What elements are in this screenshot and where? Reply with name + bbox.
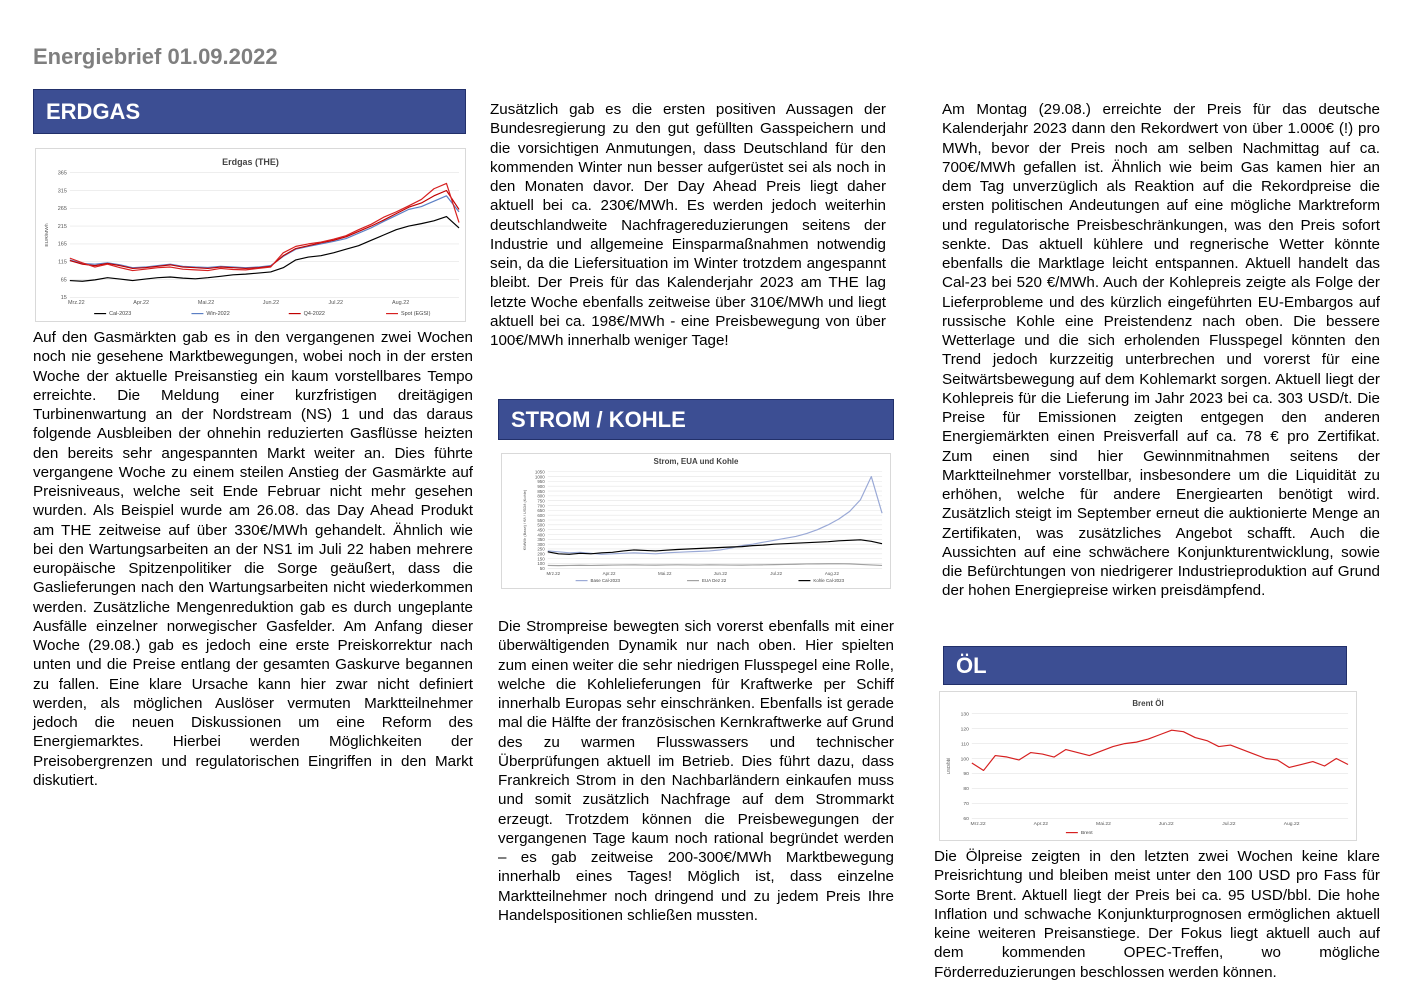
chart-erdgas [35,148,466,322]
y-tick-label: 265 [57,206,67,213]
text-erdgas-intro: Auf den Gasmärkten gab es in den vergangenen zwei Wochen noch nie gesehene Marktbewegungen, wobei noch in der ersten Woche der aktuelle Preisanstieg ein kaum vorstellbares Tempo erreichte. Die Meldung einer kurzfristigen dreitägigen Turbinenwartung an der Nordstream (NS) 1 und das daraus folgende Ausbleiben der ohnehin reduzierten Gasflüsse heizten den bereits sehr angespannten Markt weiter an. Dies führte vergangene Woche zu einem steilen Anstieg der Gasmärkte auf Preisniveaus, welche seit Ende Februar nicht mehr gesehen wurden. Als Beispiel wurde am 26.08. das Day Ahead Produkt am THE zeitweise auf über 330€/MWh gehandelt. Ähnlich wie bei den Wartungsarbeiten an der NS1 im Juli 22 haben mehrere europäische Spitzenpolitiker die Sorge geäußert, dass die Gaslieferungen nach den Wartungsarbeiten nicht wiederkommen werden. Zusätzliche Mengenreduktion gab es durch ungeplante Ausfälle einzelner norwegischer Gasfelder. Am Anfang dieser Woche (29.08.) gab es jedoch eine erste Preiskorrektur nach unten und die Preise entlang der gesamten Gaskurve begannen zu fallen. Eine klare Ursache kann hier zwar nicht definiert werden, als möglichen Auslöser vermuten Marktteilnehmer jedoch die neuen Diskussionen um eine Reform des Energiemarktes. Hierbei werden Möglichkeiten der Preisobergrenzen und regulatorischen Eingriffen in den Markt diskutiert. [33,329,473,789]
y-tick-label: 250 [537,546,545,552]
x-tick-label: Jul.22 [770,571,783,577]
legend-label: Q4-2022 [303,311,325,318]
y-tick-label: 350 [537,537,545,543]
legend-label: Cal-2023 [109,311,132,318]
y-tick-label: 400 [537,532,545,538]
legend-label: Base Cal-2023 [590,578,621,584]
y-tick-label: 300 [537,541,545,547]
chart-strom [501,453,891,589]
chart-oel [939,691,1357,841]
x-tick-label: Mai.22 [1096,822,1111,828]
series-line-eua-dez-22 [548,564,882,566]
series-line-spot-egsi- [70,183,459,270]
y-tick-label: 600 [537,512,545,518]
y-tick-label: 115 [58,259,67,266]
section-header-strom [498,399,894,440]
y-axis-label: EUR/MWh [44,223,50,247]
y-axis-label: USD/bbl [945,757,951,775]
chart-title: Erdgas (THE) [222,156,279,167]
x-tick-label: Mrz.22 [67,300,85,307]
chart-title: Brent Öl [1132,698,1164,708]
series-line-win-2022 [70,196,459,268]
section-header-erdgas [33,89,466,134]
y-tick-label: 650 [537,508,545,514]
x-tick-label: Apr.22 [602,571,616,577]
series-line-brent [972,730,1348,770]
y-tick-label: 500 [537,522,545,528]
text-strom-cont: Am Montag (29.08.) erreichte der Preis für das deutsche Kalenderjahr 2023 dann den Rekordwert von über 1.000€ (!) pro MWh, bevor der Preis noch am selben Nachmittag auf ca. 700€/MWh gefallen ist. Ähnlich wie beim Gas kamen hier an dem Tag unverzüglich als Reaktion auf die Rekordpreise die ersten politischen Andeutungen auf eine mögliche Marktreform und regulatorische Preisbeschränkungen, was den Preis sofort senkte. Das aktuell kühlere und regnerische Wetter könnte ebenfalls die Marktlage leicht entspannen. Aktuell handelt das Cal-23 bei 520 €/MWh. Auch der Kohlepreis zeigte als Folge der Lieferprobleme und des kürzlich eingeführten EU-Embargos auf russische Kohle eine Preistendenz nach oben. Die bessere Wetterlage und die sich erholenden Flusspegel könnten den Trend jedoch kurzzeitig unterbrechen und vorerst für eine Seitwärtsbewegung auf dem Kohlemarkt sorgen. Aktuell liegt der Kohlepreis für die Lieferung im Jahr 2023 bei ca. 303 USD/t. Die Preise für Emissionen zeigten entgegen den anderen Energiemärkten einen Preisverfall auf ca. 78 € pro Zertifikat. Zum einen sind hier Gewinnmitnahmen seitens der Marktteilnehmer vorstellbar, insbesondere um die Liquidität zu erhöhen, welche für andere Energiearten benötigt wird. Zusätzlich steigt im September erneut die auktionierte Menge an Zertifikaten, was zusätzliches Angebot schafft. Auch die Aussichten auf eine schwächere Konjunkturentwicklung, sowie die Befürchtungen von niedrigerer Industrieproduktion auf Grund der hohen Energiepreise wirken preisdämpfend. [942,101,1380,600]
legend-label: EUA Dez 22 [701,578,727,584]
y-tick-label: 50 [539,566,545,572]
legend-label: Kohle Cal-2023 [813,578,845,584]
x-tick-label: Jun.22 [262,300,280,307]
section-title-strom: STROM / KOHLE [511,406,686,432]
x-tick-label: Aug.22 [1283,822,1300,828]
page-title: Energiebrief 01.09.2022 [33,44,278,69]
y-tick-label: 950 [537,479,545,485]
y-tick-label: 450 [537,527,545,533]
text-oel: Die Ölpreise zeigten in den letzten zwei Wochen keine klare Preisrichtung und bleiben meist unter den 100 USD pro Fass für Sorte Brent. Aktuell liegt der Preis bei ca. 95 USD/bbl. Die hohe Inflation und schwache Konjunkturprognosen ermöglichen aktuell keine weiteren Preisanstiege. Der Fokus liegt aktuell auch auf dem kommenden OPEC-Treffen, wo mögliche Förderreduzierungen beschlossen werden können. [934,848,1380,981]
x-tick-label: Aug.22 [824,571,839,577]
y-tick-label: 60 [963,817,969,823]
y-axis-label: €/MWh (Base) / €/t / USD/t (Kohle) [521,489,527,551]
x-tick-label: Mai.22 [658,571,672,577]
x-tick-label: Jun.22 [1158,822,1174,828]
y-tick-label: 130 [960,712,969,718]
legend-label: Spot (EGSI) [400,311,431,318]
y-tick-label: 700 [537,503,545,509]
y-tick-label: 80 [963,787,969,793]
legend-label: Brent [1080,831,1093,837]
section-title-oel: ÖL [956,652,987,678]
y-tick-label: 70 [963,802,969,808]
x-tick-label: Jun.22 [713,571,728,577]
y-tick-label: 365 [57,170,67,177]
text-strom: Die Strompreise bewegten sich vorerst ebenfalls mit einer überwältigenden Dynamik nur nach oben. Hier spielten zum einen weiter die sehr niedrigen Flusspegel eine Rolle, welche die Kohlelieferungen für Kraftwerke per Schiff innerhalb Europas sehr einschränken. Ebenfalls ist gerade mal die Hälfte der französischen Kernkraftwerke auf Grund des zu warmen Flusswassers und technischer Überprüfungen aktuell im Betrieb. Dies führt dazu, dass Frankreich Strom in den Nachbarländern einkaufen muss und somit zusätzlich Nachfrage auf dem Strommarkt erzeugt. Trotzdem können die Preisbewegungen der vergangenen Tage kaum noch rational begründet werden – es gab zeitweise 200-300€/MWh Marktbewegung innerhalb eines Tages! Möglich ist, dass einzelne Marktteilnehmer noch dringend und zu jedem Preis Ihre Handelspositionen schließen mussten. [498,618,894,924]
legend-label: Win-2022 [206,311,230,318]
y-tick-label: 550 [537,517,545,523]
y-tick-label: 850 [537,488,545,494]
y-tick-label: 100 [960,757,969,763]
y-tick-label: 150 [537,556,545,562]
x-tick-label: Jul.22 [1222,822,1236,828]
y-tick-label: 315 [57,188,67,195]
y-tick-label: 900 [537,484,545,489]
x-tick-label: Apr.22 [1033,822,1048,828]
y-tick-label: 110 [960,742,969,748]
x-tick-label: Apr.22 [133,300,150,307]
x-tick-label: Jul.22 [328,300,344,307]
section-title-erdgas: ERDGAS [46,98,141,124]
x-tick-label: Mai.22 [197,300,215,307]
x-tick-label: Mrz.22 [970,822,986,828]
y-tick-label: 90 [963,772,969,778]
x-tick-label: Mrz.22 [546,571,561,577]
y-tick-label: 215 [57,223,67,230]
series-line-kohle-cal-2023 [548,540,882,554]
x-tick-label: Aug.22 [392,300,410,307]
y-tick-label: 120 [960,727,969,733]
chart-title: Strom, EUA und Kohle [653,456,739,466]
y-tick-label: 800 [537,493,545,499]
y-tick-label: 1000 [534,474,545,480]
y-tick-label: 1050 [534,469,545,475]
y-tick-label: 750 [537,498,545,504]
text-erdgas-cont: Zusätzlich gab es die ersten positiven Aussagen der Bundesregierung zu den gut gefüllten Gasspeichern und die vorsichtigen Anmutungen, dass Deutschland für den kommenden Winter nun besser aufgerüstet sei als noch in den Monaten davor. Der Day Ahead Preis liegt daher aktuell bei ca. 230€/MWh. Es werden jedoch weiterhin deutschlandweite Nachfragereduzierungen seitens der Industrie und allgemeine Einsparmaßnahmen notwendig sein, da die Liefersituation im Winter trotzdem angespannt bleibt. Der Preis für das Kalenderjahr 2023 am THE lag letzte Woche ebenfalls zeitweise über 310€/MWh und liegt aktuell bei ca. 198€/MWh - eine Preisbewegung von über 100€/MWh innerhalb weniger Tage! [490,101,886,349]
y-tick-label: 65 [60,277,67,284]
y-tick-label: 165 [57,241,67,248]
y-tick-label: 15 [60,295,67,302]
y-tick-label: 200 [537,551,545,557]
y-tick-label: 100 [537,561,545,567]
series-line-q4-2022 [70,191,459,269]
section-header-oel [943,646,1347,685]
